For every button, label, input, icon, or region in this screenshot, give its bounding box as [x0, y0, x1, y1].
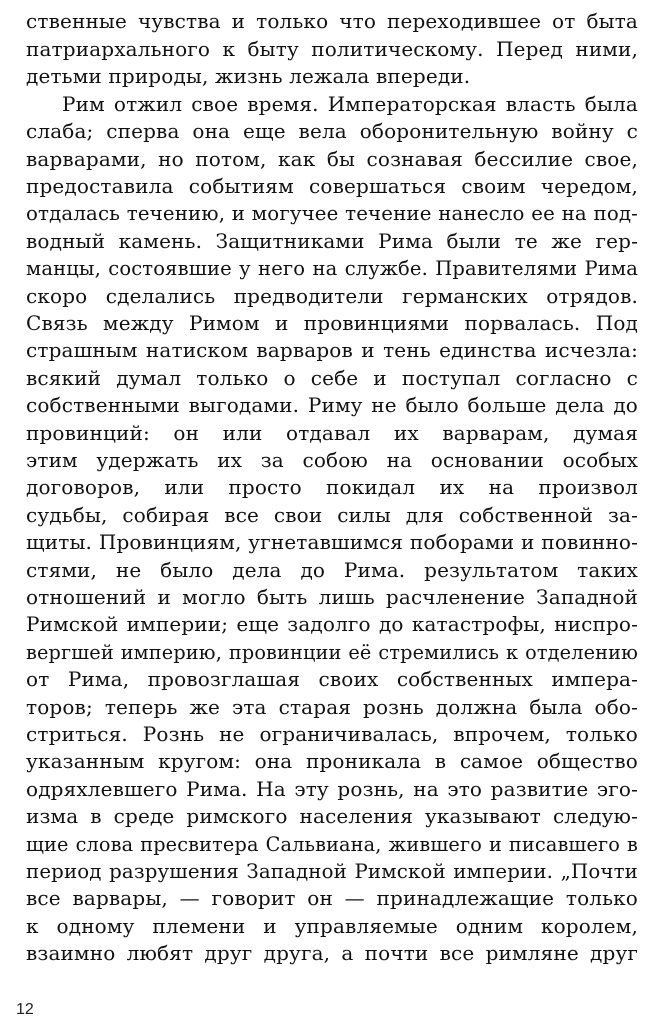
text-line: слаба; сперва она еще вела оборонительную войну с — [26, 119, 638, 143]
text-line: ственные чувства и только что переходившее от быта — [26, 9, 638, 33]
text-line: Римской империи; еще задолго до катастрофы, ниспро- — [26, 612, 638, 636]
text-line: патриархального к быту политическому. Перед ними, — [26, 37, 638, 61]
text-line: судьбы, собирая все свои силы для собственной за- — [26, 503, 638, 527]
text-line: варварами, но потом, как бы сознавая бессилие свое, — [26, 147, 638, 171]
text-line: от Рима, провозглашая своих собственных импера- — [26, 667, 638, 691]
text-line: стями, не было дела до Рима. результатом таких — [26, 558, 638, 582]
text-line: водный камень. Защитниками Рима были те же гер- — [26, 229, 638, 253]
text-line: торов; теперь же эта старая рознь должна была обо- — [26, 695, 638, 719]
text-line: предоставила событиям совершаться своим чередом, — [26, 174, 638, 198]
text-line: скоро сделались предводители германских отрядов. — [26, 284, 638, 308]
text-line: к одному племени и управляемые одним королем, — [26, 914, 638, 938]
text-line: взаимно любят друг друга, а почти все римляне друг — [26, 941, 638, 965]
text-line: щие слова пресвитера Сальвиана, жившего и писавшего в — [26, 833, 638, 856]
text-line: указанным кругом: она проникала в самое общество — [26, 749, 638, 773]
text-line: одряхлевшего Рима. На эту рознь, на это развитие эго- — [26, 777, 638, 801]
text-line: страшным натиском варваров и тень единства исчезла: — [26, 338, 638, 362]
page-number: 12 — [16, 1001, 34, 1018]
text-line: договоров, или просто покидал их на произвол — [26, 475, 638, 499]
text-line: период разрушения Западной Римской империи. „Почти — [26, 860, 638, 883]
text-line: детьми природы, жизнь лежала впереди. — [26, 64, 471, 88]
text-line: манцы, состоявшие у него на службе. Правителями Рима — [26, 257, 638, 280]
paragraph-start-line: Рим отжил свое время. Императорская власть была — [62, 92, 638, 116]
text-line: отношений и могло быть лишь расчленение Западной — [26, 585, 638, 609]
text-line: отдалась течению, и могучее течение нанесло ее на под- — [26, 202, 638, 225]
text-line: вергшей империю, провинции её стремились к отделению — [26, 641, 638, 664]
text-line: провинций: он или отдавал их варварам, думая — [26, 421, 638, 445]
text-line: Связь между Римом и провинциями порвалась. Под — [26, 311, 638, 335]
text-line: собственными выгодами. Риму не было больше дела до — [26, 393, 638, 417]
text-line: щиты. Провинциям, угнетавшимся поборами и повинно- — [26, 530, 638, 554]
text-line: все варвары, — говорит он — принадлежащие только — [26, 886, 638, 910]
text-line: изма в среде римского населения указывают следую- — [26, 804, 638, 828]
text-line: этим удержать их за собою на основании особых — [26, 448, 638, 472]
text-line: стриться. Рознь не ограничивалась, впрочем, только — [26, 722, 638, 746]
text-line: всякий думал только о себе и поступал согласно с — [26, 366, 638, 390]
